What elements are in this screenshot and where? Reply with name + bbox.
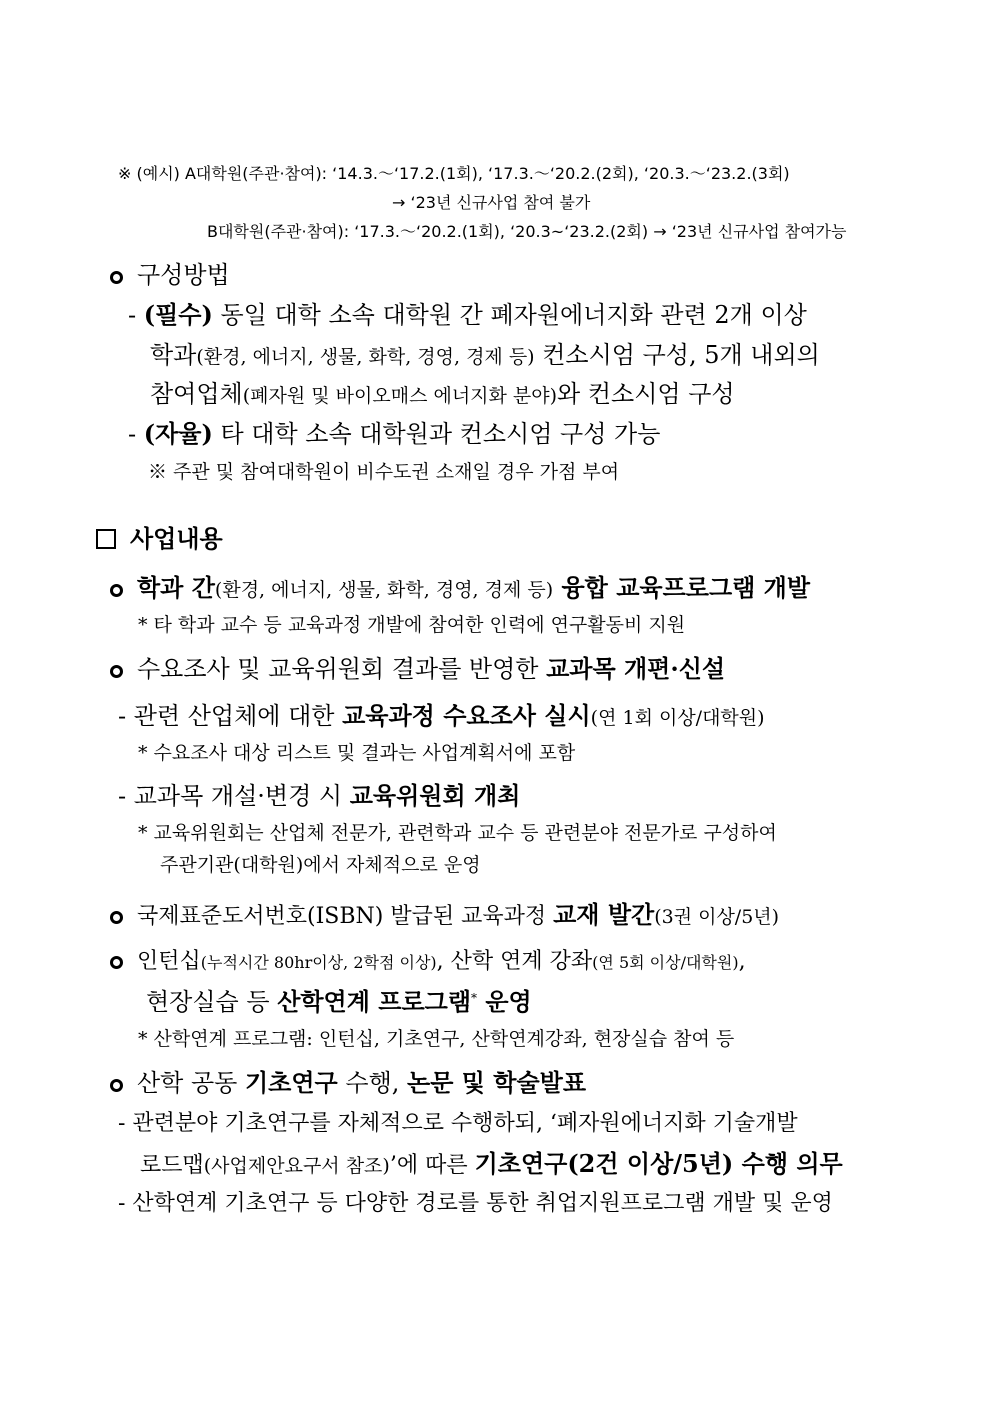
business-item-2-sub-2: - 교과목 개설·변경 시 교육위원회 개최 xyxy=(118,781,521,810)
composition-required-line-1: - (필수) 동일 대학 소속 대학원 간 폐자원에너지화 관련 2개 이상 xyxy=(128,300,807,329)
circle-bullet-icon xyxy=(110,956,123,969)
composition-optional-line: - (자율) 타 대학 소속 대학원과 컨소시엄 구성 가능 xyxy=(128,419,661,448)
business-item-1-note: * 타 학과 교수 등 교육과정 개발에 참여한 인력에 연구활동비 지원 xyxy=(138,614,686,636)
business-item-4-line-1: 인턴십(누적시간 80hr이상, 2학점 이상), 산학 연계 강좌(연 5회 이상/대학원), xyxy=(110,951,746,973)
optional-tag: (자율) xyxy=(143,419,213,448)
circle-bullet-icon xyxy=(110,1079,123,1092)
business-item-2-sub-2-note-1: * 교육위원회는 산업체 전문가, 관련학과 교수 등 관련분야 전문가로 구성하여 xyxy=(138,822,777,844)
required-tag: (필수) xyxy=(143,300,213,329)
composition-heading: 구성방법 xyxy=(110,263,230,287)
business-item-2-sub-1-note: * 수요조사 대상 리스트 및 결과는 사업계획서에 포함 xyxy=(138,742,576,764)
business-item-2-sub-1: - 관련 산업체에 대한 교육과정 수요조사 실시(연 1회 이상/대학원) xyxy=(118,701,765,730)
business-item-4-note: * 산학연계 프로그램: 인턴십, 기초연구, 산학연계강좌, 현장실습 참여 등 xyxy=(138,1028,735,1050)
business-item-5: 산학 공동 기초연구 수행, 논문 및 학술발표 xyxy=(110,1071,586,1095)
composition-note: ※ 주관 및 참여대학원이 비수도권 소재일 경우 가점 부여 xyxy=(148,461,620,483)
business-item-2: 수요조사 및 교육위원회 결과를 반영한 교과목 개편·신설 xyxy=(110,657,725,681)
example-line-3: B대학원(주관·참여): ‘17.3.～‘20.2.(1회), ‘20.3~‘23.2.(2회) → ‘23년 신규사업 참여가능 xyxy=(207,222,847,241)
square-bullet-icon xyxy=(96,529,116,549)
business-heading: 사업내용 xyxy=(96,527,223,551)
circle-bullet-icon xyxy=(110,665,123,678)
business-item-4-line-2: 현장실습 등 산학연계 프로그램* 운영 xyxy=(146,987,532,1016)
business-item-5-sub-1-line-1: - 관련분야 기초연구를 자체적으로 수행하되, ‘폐자원에너지화 기술개발 xyxy=(118,1111,798,1136)
business-item-5-sub-1-line-2: 로드맵(사업제안요구서 참조)’에 따른 기초연구(2건 이상/5년) 수행 의무 xyxy=(140,1149,843,1178)
composition-required-line-2: 학과(환경, 에너지, 생물, 화학, 경영, 경제 등) 컨소시엄 구성, 5개 내외의 xyxy=(150,341,820,369)
business-item-5-sub-2: - 산학연계 기초연구 등 다양한 경로를 통한 취업지원프로그램 개발 및 운영 xyxy=(118,1191,833,1216)
circle-bullet-icon xyxy=(110,271,123,284)
business-item-2-sub-2-note-2: 주관기관(대학원)에서 자체적으로 운영 xyxy=(160,854,481,876)
circle-bullet-icon xyxy=(110,911,123,924)
business-item-3: 국제표준도서번호(ISBN) 발급된 교육과정 교재 발간(3권 이상/5년) xyxy=(110,903,779,928)
circle-bullet-icon xyxy=(110,584,123,597)
business-item-1: 학과 간(환경, 에너지, 생물, 화학, 경영, 경제 등) 융합 교육프로그램 개발 xyxy=(110,576,810,600)
example-line-1: ※ (예시) A대학원(주관·참여): ‘14.3.～‘17.2.(1회), ‘17.3.～‘20.2.(2회), ‘20.3.～‘23.2.(3회) xyxy=(118,164,790,183)
example-line-2: → ‘23년 신규사업 참여 불가 xyxy=(392,193,591,212)
composition-required-line-3: 참여업체(폐자원 및 바이오매스 에너지화 분야)와 컨소시엄 구성 xyxy=(150,380,735,408)
